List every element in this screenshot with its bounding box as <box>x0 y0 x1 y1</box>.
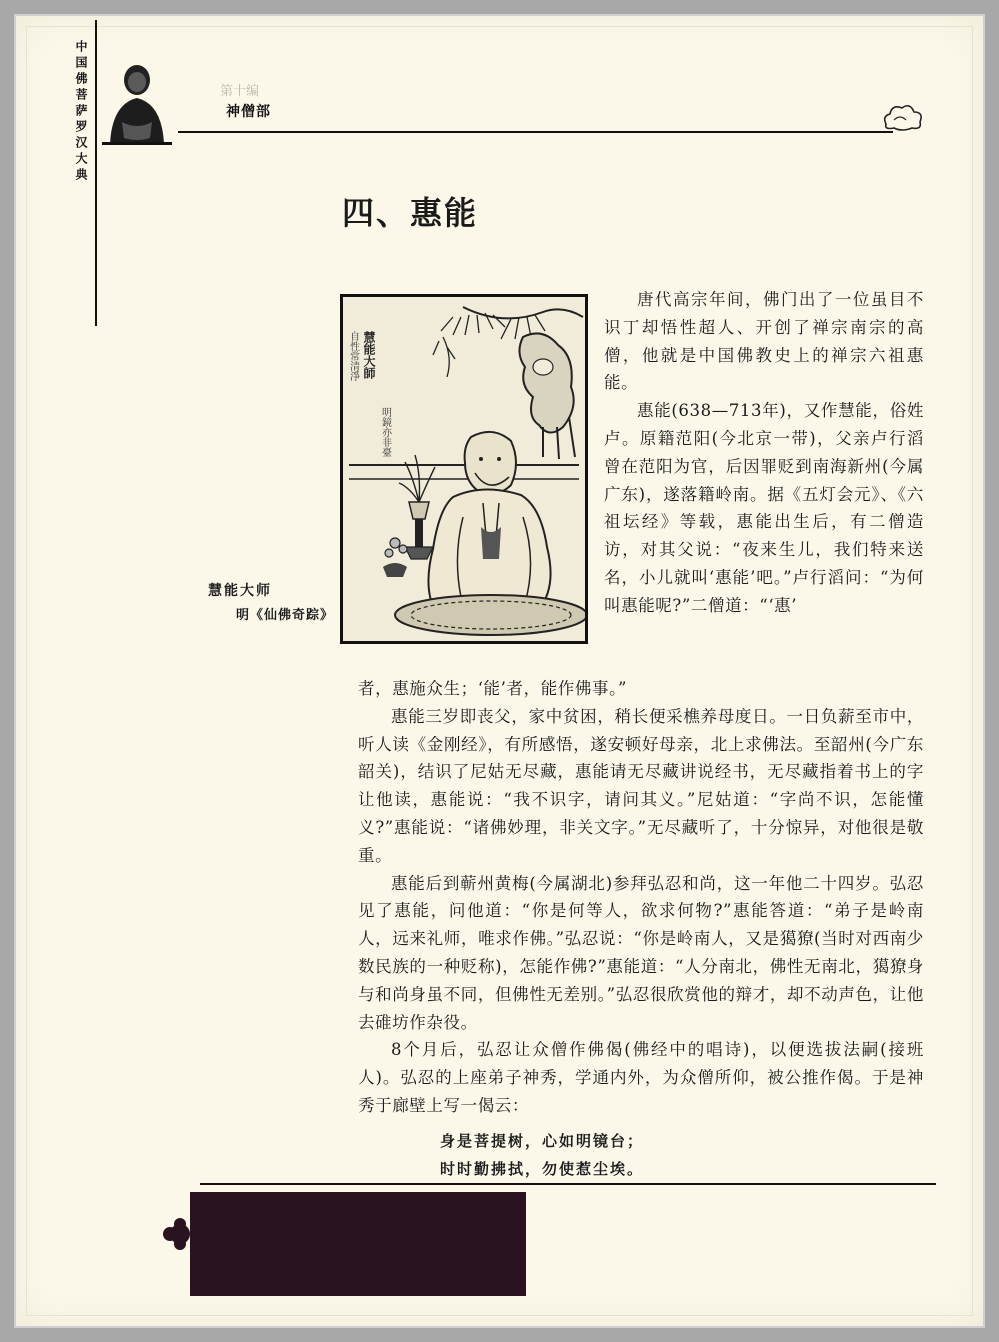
paragraph: 唐代高宗年间，佛门出了一位虽目不识丁却悟性超人、开创了禅宗南宗的高僧，他就是中国佛教史上的禅宗六祖惠能。 <box>604 290 924 393</box>
paragraph: 8个月后，弘忍让众僧作佛偈(佛经中的唱诗)，以便选拔法嗣(接班人)。弘忍的上座弟子神秀，学通内外，为众僧所仰，被公推作偈。于是神秀于廊壁上写一偈云： <box>358 1040 924 1115</box>
illustration-inscription-2: 自性常清淨 <box>347 331 359 381</box>
verse-line-1: 身是菩提树，心如明镜台； <box>440 1132 645 1150</box>
header-rule <box>178 131 893 133</box>
illustration-huineng <box>340 294 588 644</box>
illustration-inscription-3: 明鏡亦非臺 <box>379 407 391 457</box>
paragraph-continuation: 者，惠施众生；‘能’者，能作佛事。” <box>358 679 627 698</box>
chapter-title: 四、惠能 <box>342 194 479 232</box>
scroll-knob-ornament-icon <box>160 1214 200 1254</box>
paragraph: 惠能三岁即丧父，家中贫困，稍长便采樵养母度日。一日负薪至市中，听人读《金刚经》，有所感悟，遂安顿好母亲，北上求佛法。至韶州(今广东韶关)，结识了尼姑无尽藏，惠能请无尽藏讲说经书，无尽藏指着书上的字让他读，惠能说：“我不识字，请问其义。”尼姑道：“字尚不识，怎能懂义?”惠能说：“诸佛妙理，非关文字。”无尽藏听了，十分惊异，对他很是敬重。 <box>358 706 924 865</box>
page-border <box>26 26 973 1316</box>
paragraph: 惠能(638—713年)，又作慧能，俗姓卢。原籍范阳(今北京一带)，父亲卢行滔曾在范阳为官，后因罪贬到南海新州(今属广东)，遂落籍岭南。据《五灯会元》、《六祖坛经》等载，惠能出生后，有二僧造访，对其父说：“夜来生儿，我们特来送名，小儿就叫‘惠能’吧。”卢行滔问：“为何叫惠能呢?”二僧道：“‘惠’ <box>604 401 924 615</box>
footer-decorative-block <box>190 1192 526 1296</box>
verse-line-2: 时时勤拂拭，勿使惹尘埃。 <box>440 1160 645 1178</box>
master-illustration <box>343 297 585 641</box>
left-vertical-rule <box>95 20 97 326</box>
cloud-ornament-icon <box>880 100 924 134</box>
paragraph: 惠能后到蕲州黄梅(今属湖北)参拜弘忍和尚，这一年他二十四岁。弘忍见了惠能，问他道：“你是何等人，欲求何物?”惠能答道：“弟子是岭南人，远来礼师，唯求作佛。”弘忍说：“你是岭南人，又是獦獠(当时对西南少数民族的一种贬称)，怎能作佛?”惠能道：“人分南北，佛性无南北，獦獠身与和尚身虽不同，但佛性无差别。”弘忍很欣赏他的辩才，却不动声色，让他去碓坊作杂役。 <box>358 873 924 1032</box>
body-text-full-width <box>358 675 924 1120</box>
illustration-caption-source: 明《仙佛奇踪》 <box>236 608 335 623</box>
monk-portrait-icon <box>102 52 172 148</box>
body-text-right-column <box>604 286 924 620</box>
illustration-caption-title: 慧能大师 <box>208 583 272 599</box>
illustration-inscription-1: 慧能大師 <box>362 331 376 379</box>
series-title: 中国佛菩萨罗汉大典 <box>74 40 88 184</box>
footer-rule <box>200 1183 936 1185</box>
header-section: 神僧部 <box>226 104 271 120</box>
header-chapter: 第十编 <box>220 84 260 99</box>
